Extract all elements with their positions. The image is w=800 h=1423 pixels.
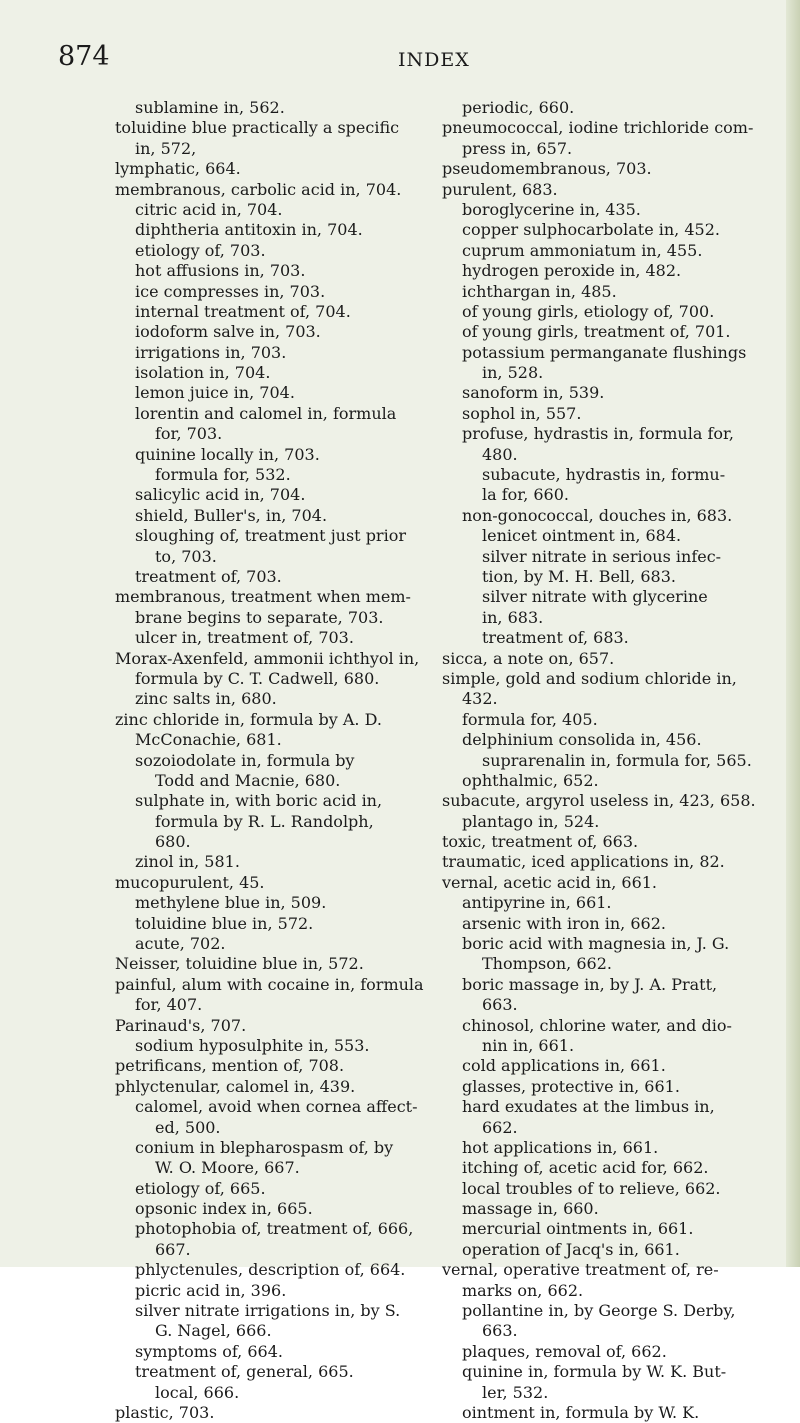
index-entry: periodic, 660. (462, 98, 575, 117)
index-entry: local troubles of to relieve, 662. (462, 1178, 721, 1198)
index-entry: delphinium consolida in, 456. (462, 730, 702, 750)
index-entry: etiology of, 665. (135, 1178, 266, 1198)
index-entry: Thompson, 662. (482, 954, 612, 974)
index-entry: massage in, 660. (462, 1199, 599, 1219)
index-entry: hydrogen peroxide in, 482. (462, 261, 682, 281)
index-entry: arsenic with iron in, 662. (462, 913, 666, 933)
index-entry: vernal, acetic acid in, 661. (442, 872, 658, 892)
index-entry: cuprum ammoniatum in, 455. (462, 240, 703, 260)
index-entry: zinol in, 581. (135, 852, 240, 872)
index-column-right (442, 98, 787, 1422)
index-entry: formula by R. L. Randolph, (155, 811, 374, 831)
index-entry: sulphate in, with boric acid in, (135, 791, 383, 811)
index-entry: tion, by M. H. Bell, 683. (482, 566, 676, 586)
index-entry: sicca, a note on, 657. (442, 648, 615, 668)
index-entry: lenicet ointment in, 684. (482, 526, 682, 546)
index-entry: sophol in, 557. (462, 403, 582, 423)
index-entry: photophobia of, treatment of, 666, (135, 1219, 414, 1239)
index-entry: cold applications in, 661. (462, 1056, 666, 1076)
index-entry: treatment of, 703. (135, 566, 282, 586)
index-entry: hot applications in, 661. (462, 1137, 659, 1157)
index-entry: formula for, 405. (462, 709, 598, 729)
index-entry: sozoiodolate in, formula by (135, 750, 355, 770)
index-entry: subacute, argyrol useless in, 423, 658. (442, 791, 756, 811)
index-entry: phlyctenular, calomel in, 439. (115, 1076, 356, 1096)
index-entry: sublamine in, 562. (135, 98, 285, 117)
index-entry: purulent, 683. (442, 179, 558, 199)
index-entry: press in, 657. (462, 138, 573, 158)
index-entry: of young girls, treatment of, 701. (462, 322, 731, 342)
index-entry: itching of, acetic acid for, 662. (462, 1158, 709, 1178)
index-entry: lorentin and calomel in, formula (135, 403, 397, 423)
index-entry: 663. (482, 1321, 518, 1341)
index-entry: iodoform salve in, 703. (135, 322, 321, 342)
index-entry: Morax-Axenfeld, ammonii ichthyol in, (115, 648, 420, 668)
index-entry: Parinaud's, 707. (115, 1015, 247, 1035)
index-entry: 432. (462, 689, 498, 709)
index-entry: boric acid with magnesia in, J. G. (462, 934, 730, 954)
index-entry: opsonic index in, 665. (135, 1199, 313, 1219)
index-entry: McConachie, 681. (135, 730, 282, 750)
index-entry: ophthalmic, 652. (462, 770, 599, 790)
index-entry: W. O. Moore, 667. (155, 1158, 300, 1178)
index-entry: silver nitrate in serious infec- (482, 546, 722, 566)
index-entry: la for, 660. (482, 485, 569, 505)
index-entry: methylene blue in, 509. (135, 893, 327, 913)
index-entry: in, 683. (482, 607, 544, 627)
index-entry: etiology of, 703. (135, 240, 266, 260)
index-entry: 667. (155, 1239, 191, 1259)
index-entry: vernal, operative treatment of, re- (442, 1260, 719, 1280)
index-entry: sanoform in, 539. (462, 383, 605, 403)
index-entry: plastic, 703. (115, 1403, 215, 1422)
index-entry: calomel, avoid when cornea affect- (135, 1097, 418, 1117)
index-entry: phlyctenules, description of, 664. (135, 1260, 406, 1280)
index-entry: lymphatic, 664. (115, 159, 241, 179)
index-entry: in, 572, (135, 138, 197, 158)
index-column-left (115, 98, 460, 1422)
index-entry: marks on, 662. (462, 1280, 584, 1300)
index-entry: mucopurulent, 45. (115, 872, 265, 892)
index-entry: salicylic acid in, 704. (135, 485, 306, 505)
page-number: 874 (58, 41, 110, 72)
index-entry: pollantine in, by George S. Derby, (462, 1301, 736, 1321)
index-entry: acute, 702. (135, 934, 226, 954)
index-entry: ichthargan in, 485. (462, 281, 617, 301)
index-entry: painful, alum with cocaine in, formula (115, 974, 424, 994)
index-entry: plantago in, 524. (462, 811, 600, 831)
index-entry: non-gonococcal, douches in, 683. (462, 505, 733, 525)
index-entry: ulcer in, treatment of, 703. (135, 628, 354, 648)
index-entry: 480. (482, 444, 518, 464)
index-entry: for, 407. (135, 995, 203, 1015)
index-entry: citric acid in, 704. (135, 199, 283, 219)
index-entry: ler, 532. (482, 1382, 549, 1402)
index-entry: pneumococcal, iodine trichloride com- (442, 118, 754, 138)
index-entry: shield, Buller's, in, 704. (135, 505, 328, 525)
index-entry: potassium permanganate flushings (462, 342, 747, 362)
index-entry: for, 703. (155, 424, 223, 444)
index-entry: quinine in, formula by W. K. But- (462, 1362, 727, 1382)
index-entry: petrificans, mention of, 708. (115, 1056, 345, 1076)
index-entry: of young girls, etiology of, 700. (462, 301, 715, 321)
running-head: INDEX (398, 49, 470, 71)
index-entry: Todd and Macnie, 680. (155, 770, 341, 790)
index-entry: in, 528. (482, 363, 544, 383)
index-entry: subacute, hydrastis in, formu- (482, 465, 726, 485)
index-entry: Neisser, toluidine blue in, 572. (115, 954, 364, 974)
index-entry: silver nitrate irrigations in, by S. (135, 1301, 401, 1321)
index-entry: toluidine blue in, 572. (135, 913, 314, 933)
index-entry: membranous, treatment when mem- (115, 587, 411, 607)
index-entry: suprarenalin in, formula for, 565. (482, 750, 752, 770)
index-entry: isolation in, 704. (135, 363, 271, 383)
index-entry: sloughing of, treatment just prior (135, 526, 406, 546)
index-entry: 680. (155, 832, 191, 852)
index-entry: operation of Jacq's in, 661. (462, 1239, 680, 1259)
index-entry: silver nitrate with glycerine (482, 587, 708, 607)
index-entry: diphtheria antitoxin in, 704. (135, 220, 363, 240)
index-entry: G. Nagel, 666. (155, 1321, 272, 1341)
index-entry: internal treatment of, 704. (135, 301, 351, 321)
index-entry: ointment in, formula by W. K. (462, 1403, 700, 1422)
index-entry: symptoms of, 664. (135, 1341, 283, 1361)
index-entry: 663. (482, 995, 518, 1015)
index-entry: glasses, protective in, 661. (462, 1076, 680, 1096)
index-entry: ed, 500. (155, 1117, 221, 1137)
index-entry: plaques, removal of, 662. (462, 1341, 667, 1361)
index-entry: conium in blepharospasm of, by (135, 1137, 394, 1157)
index-entry: boric massage in, by J. A. Pratt, (462, 974, 718, 994)
index-entry: lemon juice in, 704. (135, 383, 295, 403)
index-entry: copper sulphocarbolate in, 452. (462, 220, 720, 240)
page-edge-shadow (786, 0, 800, 1267)
index-entry: ice compresses in, 703. (135, 281, 326, 301)
index-entry: pseudomembranous, 703. (442, 159, 652, 179)
index-entry: brane begins to separate, 703. (135, 607, 384, 627)
index-entry: nin in, 661. (482, 1035, 575, 1055)
index-entry: 662. (482, 1117, 518, 1137)
index-entry: hard exudates at the limbus in, (462, 1097, 715, 1117)
index-entry: mercurial ointments in, 661. (462, 1219, 694, 1239)
index-entry: treatment of, general, 665. (135, 1362, 354, 1382)
index-entry: toluidine blue practically a specific (115, 118, 400, 138)
index-entry: antipyrine in, 661. (462, 893, 612, 913)
page-header (58, 42, 758, 76)
index-entry: chinosol, chlorine water, and dio- (462, 1015, 732, 1035)
index-entry: hot affusions in, 703. (135, 261, 306, 281)
index-entry: zinc chloride in, formula by A. D. (115, 709, 382, 729)
index-entry: toxic, treatment of, 663. (442, 832, 639, 852)
index-entry: local, 666. (155, 1382, 240, 1402)
index-entry: sodium hyposulphite in, 553. (135, 1035, 370, 1055)
index-entry: boroglycerine in, 435. (462, 199, 641, 219)
index-entry: membranous, carbolic acid in, 704. (115, 179, 402, 199)
index-entry: traumatic, iced applications in, 82. (442, 852, 725, 872)
index-entry: to, 703. (155, 546, 217, 566)
index-entry: quinine locally in, 703. (135, 444, 320, 464)
index-entry: simple, gold and sodium chloride in, (442, 668, 737, 688)
index-entry: treatment of, 683. (482, 628, 629, 648)
index-entry: formula by C. T. Cadwell, 680. (135, 668, 380, 688)
index-entry: zinc salts in, 680. (135, 689, 277, 709)
index-entry: formula for, 532. (155, 465, 291, 485)
index-entry: profuse, hydrastis in, formula for, (462, 424, 734, 444)
index-entry: picric acid in, 396. (135, 1280, 287, 1300)
index-entry: irrigations in, 703. (135, 342, 287, 362)
